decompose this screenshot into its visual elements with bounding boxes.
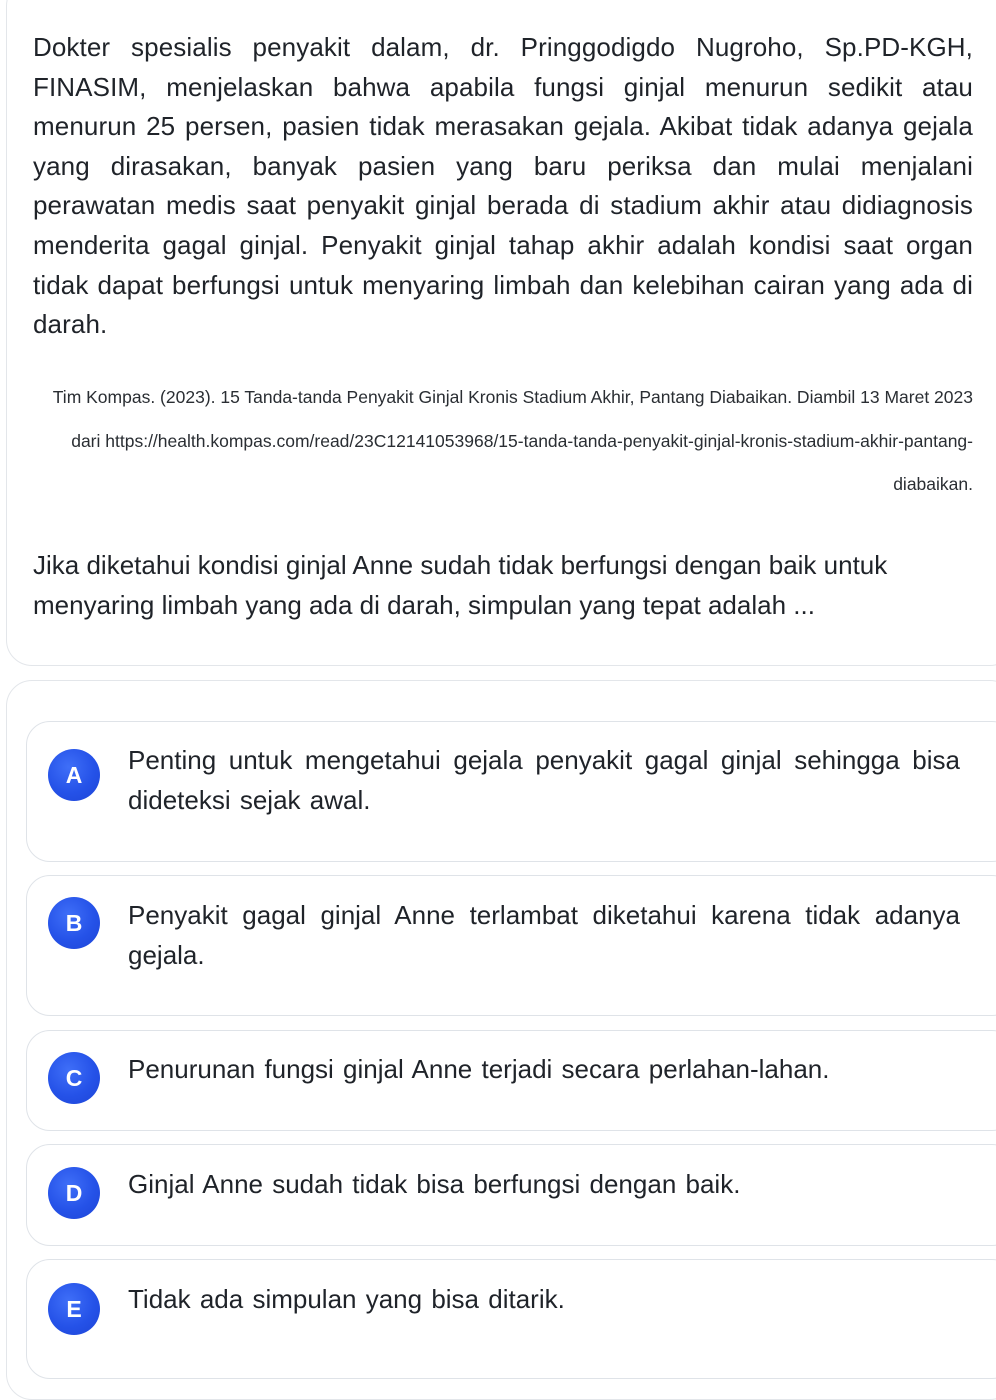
option-c-text: Penurunan fungsi ginjal Anne terjadi secara perlahan-lahan.: [128, 1054, 830, 1084]
question-passage: Dokter spesialis penyakit dalam, dr. Pringgodigdo Nugroho, Sp.PD-KGH, FINASIM, menjelaskan bahwa apabila fungsi ginjal menurun sedikit atau menurun 25 persen, pasien tidak merasakan gejala. Akibat tidak adanya gejala yang dirasakan, banyak pasien yang baru periksa dan mulai menjalani perawatan medis saat penyakit ginjal berada di stadium akhir atau didiagnosis menderita gagal ginjal. Penyakit ginjal tahap akhir adalah kondisi saat organ tidak dapat berfungsi untuk menyaring limbah dan kelebihan cairan yang ada di darah.: [33, 32, 973, 340]
option-a[interactable]: [26, 721, 996, 862]
option-b[interactable]: [26, 875, 996, 1016]
question-prompt: Jika diketahui kondisi ginjal Anne sudah tidak berfungsi dengan baik untuk menyaring limbah yang ada di darah, simpulan yang tepat adalah ...: [33, 550, 888, 620]
option-d[interactable]: [26, 1144, 996, 1246]
citation-line-1: Tim Kompas. (2023). 15 Tanda-tanda Penyakit Ginjal Kronis Stadium Akhir, Pantang Diabaikan. Diambil 13 Maret 2023: [52, 387, 973, 407]
option-b-badge: B: [48, 897, 100, 949]
option-d-badge: D: [48, 1167, 100, 1219]
option-a-text: Penting untuk mengetahui gejala penyakit gagal ginjal sehingga bisa dideteksi sejak awal.: [128, 745, 960, 815]
option-e-text: Tidak ada simpulan yang bisa ditarik.: [128, 1284, 565, 1314]
option-c[interactable]: [26, 1030, 996, 1131]
citation-line-2: dari https://health.kompas.com/read/23C12141053968/15-tanda-tanda-penyakit-ginjal-kronis-stadium-akhir-pantang-: [71, 430, 973, 451]
option-e-badge: E: [48, 1283, 100, 1335]
option-d-text: Ginjal Anne sudah tidak bisa berfungsi dengan baik.: [128, 1169, 741, 1199]
option-a-badge: A: [48, 749, 100, 801]
option-b-text: Penyakit gagal ginjal Anne terlambat diketahui karena tidak adanya gejala.: [128, 900, 960, 970]
citation-line-3: diabaikan.: [893, 474, 973, 494]
option-e[interactable]: [26, 1259, 996, 1379]
source-citation: [40, 376, 973, 507]
option-c-badge: C: [48, 1052, 100, 1104]
